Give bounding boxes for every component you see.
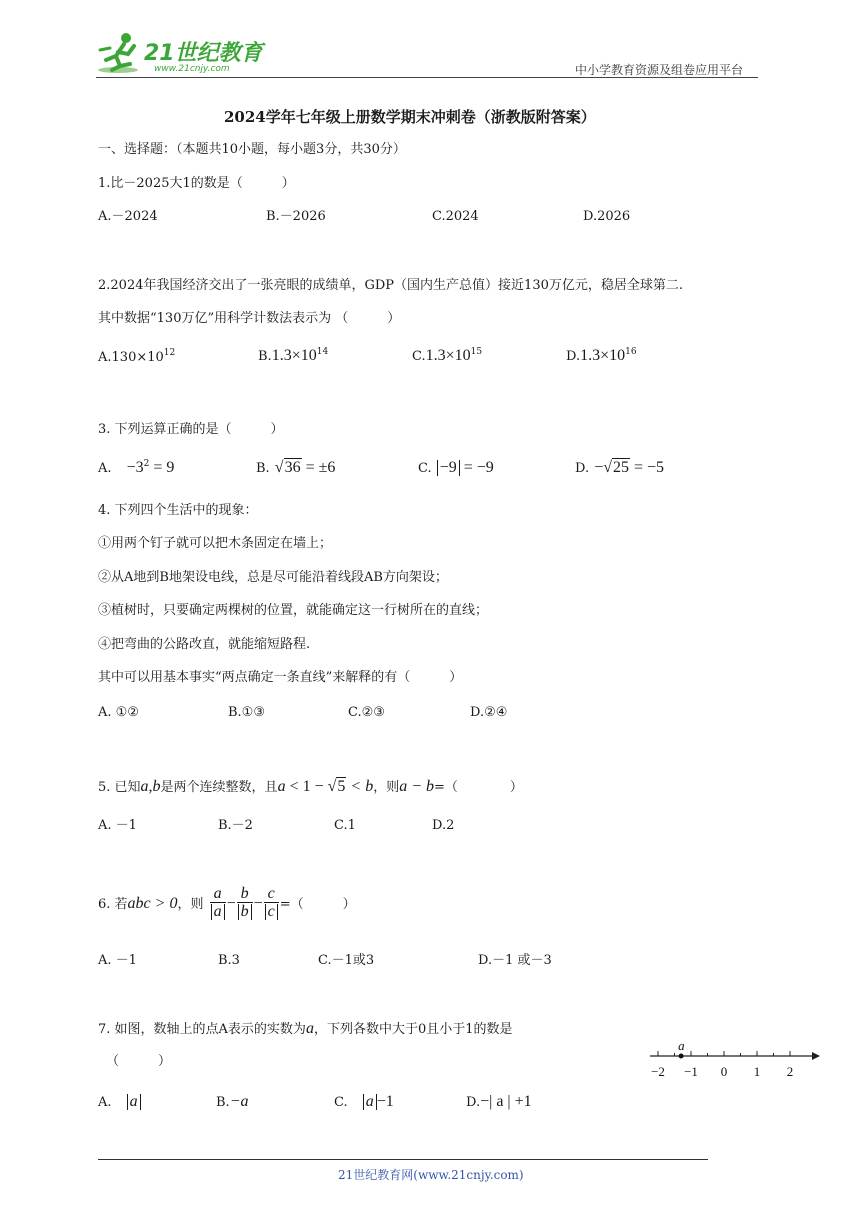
header-rule [96, 77, 758, 78]
q2-stem-line2: 其中数据“130万亿”用科学计数法表示为 （ ） [98, 311, 401, 326]
q7-option-b: B.−a [216, 1093, 249, 1110]
tick-label: −2 [651, 1064, 665, 1079]
logo-url: www.21cnjy.com [154, 64, 230, 74]
q3-option-d: D. −√25 = −5 [575, 459, 665, 476]
platform-name: 中小学教育资源及组卷应用平台 [575, 63, 744, 77]
q6-option-b: B.3 [218, 953, 240, 968]
q7-stem: 7. 如图，数轴上的点A表示的实数为a，下列各数中大于0且小于1的数是 [98, 1020, 513, 1037]
q1-option-d: D.2026 [583, 209, 631, 224]
fraction: $\frac{b}{b}$ [237, 886, 253, 921]
q6-option-c: C.－1或3 [318, 953, 375, 968]
footer-link[interactable]: 21世纪教育网(www.21cnjy.com) [338, 1168, 524, 1182]
q1-option-c: C.2024 [432, 209, 479, 224]
q7-answer-paren: （ ） [106, 1054, 172, 1069]
q6-option-a: A. －1 [98, 953, 137, 968]
tick-label: 2 [786, 1064, 794, 1079]
q5-option-c: C.1 [334, 818, 356, 833]
section-heading: 一、选择题：（本题共10小题，每小题3分，共30分） [98, 142, 406, 157]
q5-stem: 5. 已知a,b是两个连续整数，且a < 1 − √5 < b，则a − b=（ ） [98, 778, 523, 795]
q4-ask: 其中可以用基本事实“两点确定一条直线”来解释的有（ ） [98, 670, 463, 685]
q4-option-b: B.①③ [228, 705, 265, 720]
runner-logo-icon [96, 30, 148, 76]
q1-option-a: A.－2024 [98, 209, 158, 224]
sqrt-icon: √25 [603, 459, 629, 476]
fraction: $\frac{a}{a}$ [210, 886, 226, 921]
q3-option-b: B. √36 = ±6 [256, 459, 336, 476]
q4-statement-2: ②从A地到B地架设电线，总是尽可能沿着线段AB方向架设； [98, 570, 448, 585]
q4-statement-4: ④把弯曲的公路改直，就能缩短路程. [98, 637, 311, 652]
q4-option-c: C.②③ [348, 705, 385, 720]
page-title: 2024学年七年级上册数学期末冲刺卷（浙教版附答案） [224, 108, 596, 126]
q6-option-d: D.－1 或－3 [478, 953, 552, 968]
q5-option-a: A. －1 [98, 818, 137, 833]
q7-option-a: A. a [98, 1091, 141, 1111]
fraction: $\frac{c}{c}$ [264, 886, 279, 921]
q2-option-c: $C.1.3\times 10^{15}$ [412, 347, 483, 364]
point-a-marker [679, 1054, 684, 1059]
q1-stem: 1.比－2025大1的数是（ ） [98, 176, 295, 191]
q7-option-d: D.−| a | +1 [466, 1093, 532, 1110]
tick-label: 0 [720, 1064, 728, 1079]
header-logo [96, 30, 266, 76]
q3-option-a: A. $-3^2 = 9$ [98, 459, 175, 476]
sqrt-icon: √36 [274, 459, 301, 476]
logo-brand: 21世纪教育 [144, 41, 263, 66]
q3-option-c: C. −9 = −9 [418, 459, 494, 476]
q2-option-d: $D.1.3\times 10^{16}$ [566, 347, 637, 364]
q6-stem: 6. 若abc > 0，则 $\frac{a}{a}$ − $\frac{b}{b}$ − $\frac{c}{c}$ =（ ） [98, 885, 356, 920]
q4-option-d: D.②④ [470, 705, 508, 720]
tick-label: 1 [753, 1064, 761, 1079]
sqrt-icon: √5 [327, 778, 346, 795]
q4-stem: 4. 下列四个生活中的现象： [98, 503, 258, 518]
q2-option-b: $B.1.3\times 10^{14}$ [258, 347, 329, 364]
point-a-label: a [678, 1038, 685, 1053]
q1-option-b: B.－2026 [266, 209, 326, 224]
q2-option-a: $A.130\times 10^{12}$ [98, 348, 176, 365]
footer-rule [98, 1159, 708, 1160]
arrow-icon [812, 1052, 820, 1060]
number-line-figure [640, 1038, 820, 1086]
q4-option-a: A. ①② [98, 705, 139, 720]
tick-label: −1 [684, 1064, 698, 1079]
q4-statement-1: ①用两个钉子就可以把木条固定在墙上； [98, 536, 333, 551]
q5-option-b: B.－2 [218, 818, 253, 833]
q3-stem: 3. 下列运算正确的是（ ） [98, 422, 284, 437]
q5-option-d: D.2 [432, 818, 455, 833]
q4-statement-3: ③植树时，只要确定两棵树的位置，就能确定这一行树所在的直线； [98, 603, 489, 618]
q7-option-c: C. a −1 [334, 1093, 394, 1110]
q2-stem-line1: 2.2024年我国经济交出了一张亮眼的成绩单，GDP（国内生产总值）接近130万亿元，稳居全球第二. [98, 278, 683, 293]
